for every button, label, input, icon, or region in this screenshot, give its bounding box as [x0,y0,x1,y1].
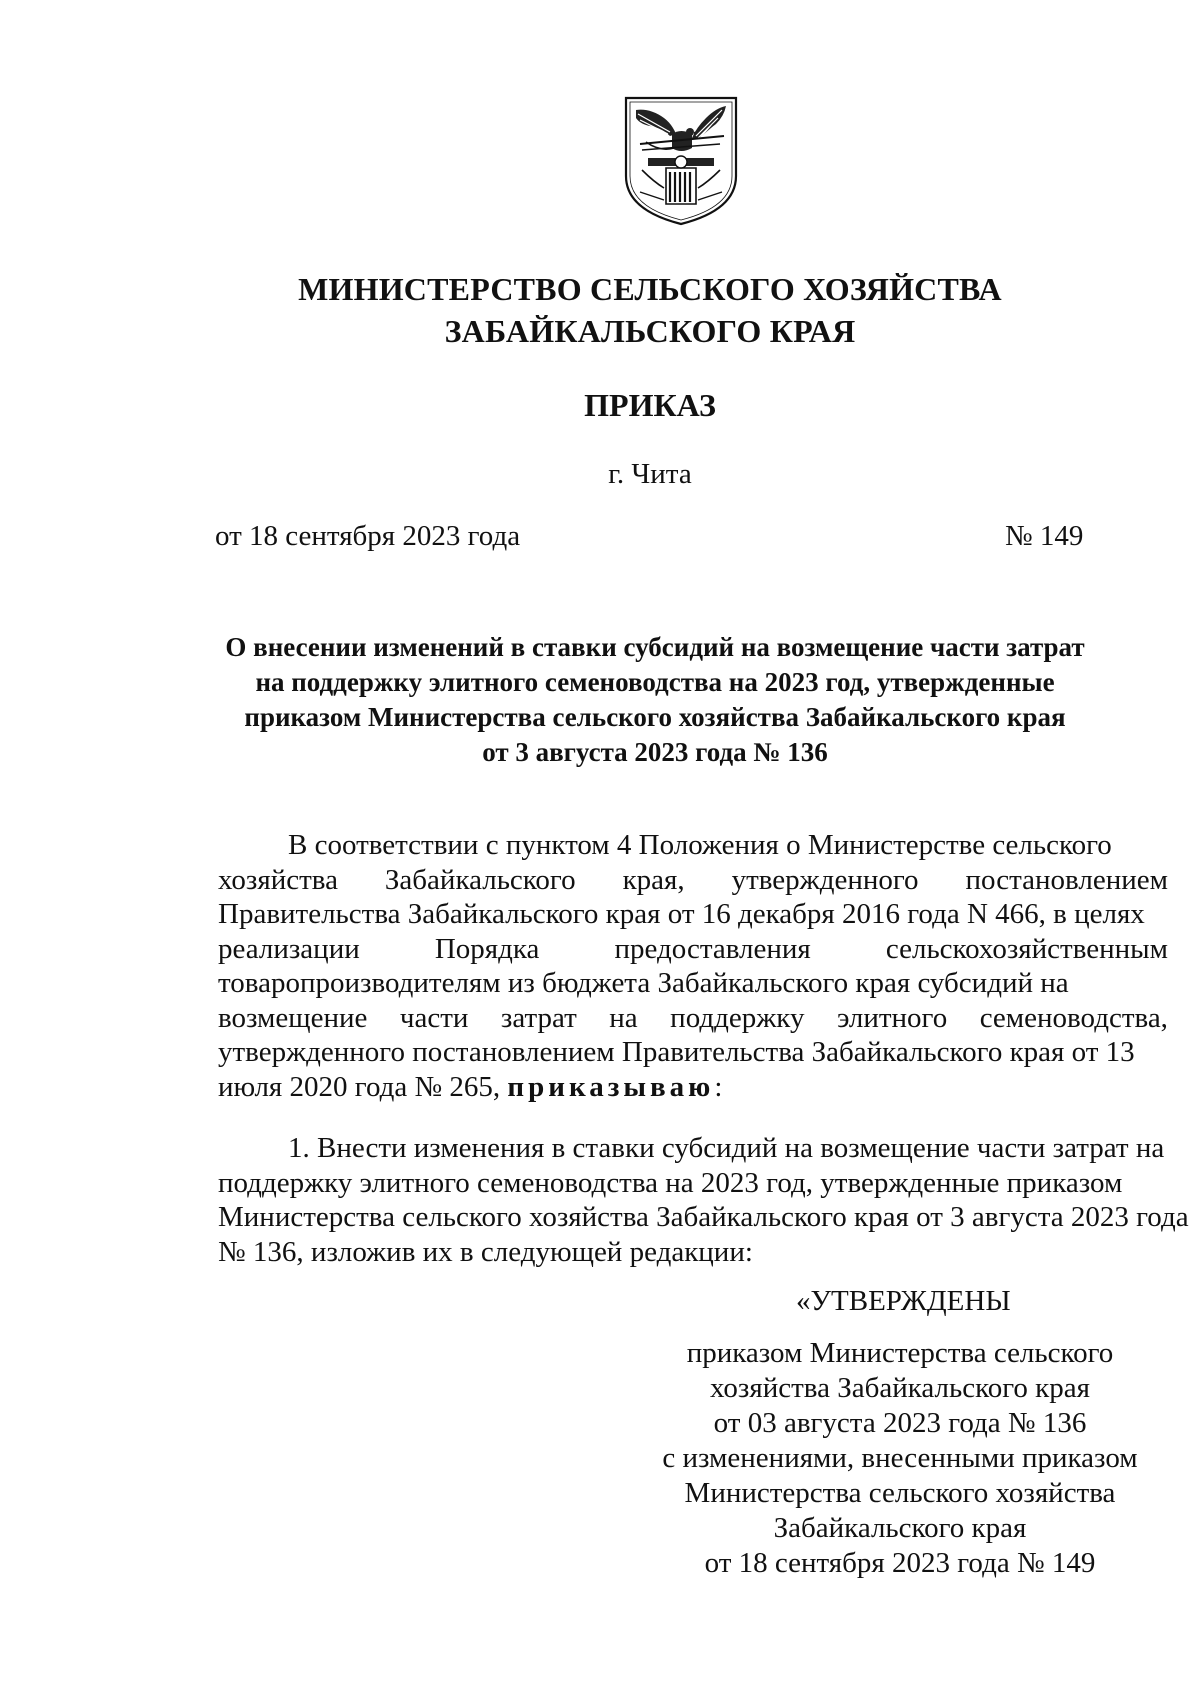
item-text: № 136, изложив их в следующей редакции: [218,1235,753,1268]
city: г. Чита [608,458,692,490]
preamble-text: июля 2020 года № 265, [218,1070,508,1103]
item-text: поддержку элитного семеноводства на 2023 год, утвержденные приказом [218,1166,1123,1199]
preamble-text: утвержденного постановлением Правительства Забайкальского края от 13 [218,1036,1135,1068]
ministry-name-line: МИНИСТЕРСТВО СЕЛЬСКОГО ХОЗЯЙСТВА [298,271,1002,307]
coat-of-arms-icon [620,92,742,228]
preamble-word: элитного [836,1001,948,1034]
preamble-word: утвержденного [731,863,919,896]
item-line [218,1131,1168,1166]
item-line [218,1166,1168,1201]
preamble-word: Порядка [434,932,540,965]
subject-line: приказом Министерства сельского хозяйства Забайкальского края [244,702,1066,732]
preamble-text: товаропроизводителям из бюджета Забайкальского края субсидий на [218,967,1069,999]
preamble-word: края, [622,863,685,896]
preamble-word: хозяйства [218,863,338,896]
approval-line: приказом Министерства сельского [686,1337,1114,1369]
preamble-word: реализации [218,932,360,965]
order-word: приказываю [507,1070,715,1103]
preamble-word: постановлением [965,863,1168,896]
approval-line: от 03 августа 2023 года № 136 [713,1407,1087,1439]
document-type: ПРИКАЗ [584,387,716,423]
document-date: от 18 сентября 2023 года [215,520,521,552]
preamble-paragraph [218,828,1168,1104]
approval-line: Забайкальского края [773,1512,1027,1544]
approval-line: от 18 сентября 2023 года № 149 [704,1547,1096,1579]
preamble-word: семеноводства, [979,1001,1168,1034]
approval-line: Министерства сельского хозяйства [684,1477,1116,1509]
approval-heading: «УТВЕРЖДЕНЫ [796,1285,1011,1317]
approval-block [660,1336,1140,1581]
preamble-line [218,966,1168,1001]
preamble-word: возмещение [218,1001,368,1034]
item-text: Министерства сельского хозяйства Забайкальского края от 3 августа 2023 года [218,1201,1189,1233]
ministry-name-line: ЗАБАЙКАЛЬСКОГО КРАЯ [444,313,856,349]
preamble-text: Правительства Забайкальского края от 16 декабря 2016 года N 466, в целях [218,898,1145,930]
approval-line: с изменениями, внесенными приказом [662,1442,1138,1474]
document-number: № 149 [1005,520,1084,552]
preamble-word: предоставления [614,932,811,965]
preamble-word: сельскохозяйственным [885,932,1168,965]
preamble-line [218,863,1168,898]
preamble-line [218,932,1168,967]
subject-line: О внесении изменений в ставки субсидий на возмещение части затрат [225,632,1085,662]
preamble-word: на [609,1001,638,1034]
approval-line: хозяйства Забайкальского края [710,1372,1090,1404]
preamble-line [218,1070,1168,1105]
preamble-line [218,1001,1168,1036]
preamble-word: Забайкальского [384,863,576,896]
item-1-paragraph [218,1131,1189,1269]
order-suffix: : [714,1070,723,1103]
subject-line: на поддержку элитного семеноводства на 2023 год, утвержденные [255,667,1055,697]
item-line [218,1200,1189,1235]
preamble-text: В соответствии с пунктом 4 Положения о Министерстве сельского [288,829,1112,861]
item-line [218,1235,1168,1270]
item-text: 1. Внести изменения в ставки субсидий на возмещение части затрат на [288,1132,1165,1164]
preamble-word: поддержку [670,1001,805,1034]
ministry-name [210,268,1090,352]
preamble-line [218,897,1168,932]
preamble-word: части [399,1001,469,1034]
document-subject [210,630,1100,770]
preamble-line [218,1035,1168,1070]
subject-line: от 3 августа 2023 года № 136 [482,737,828,767]
preamble-word: затрат [500,1001,577,1034]
preamble-line [218,828,1168,863]
